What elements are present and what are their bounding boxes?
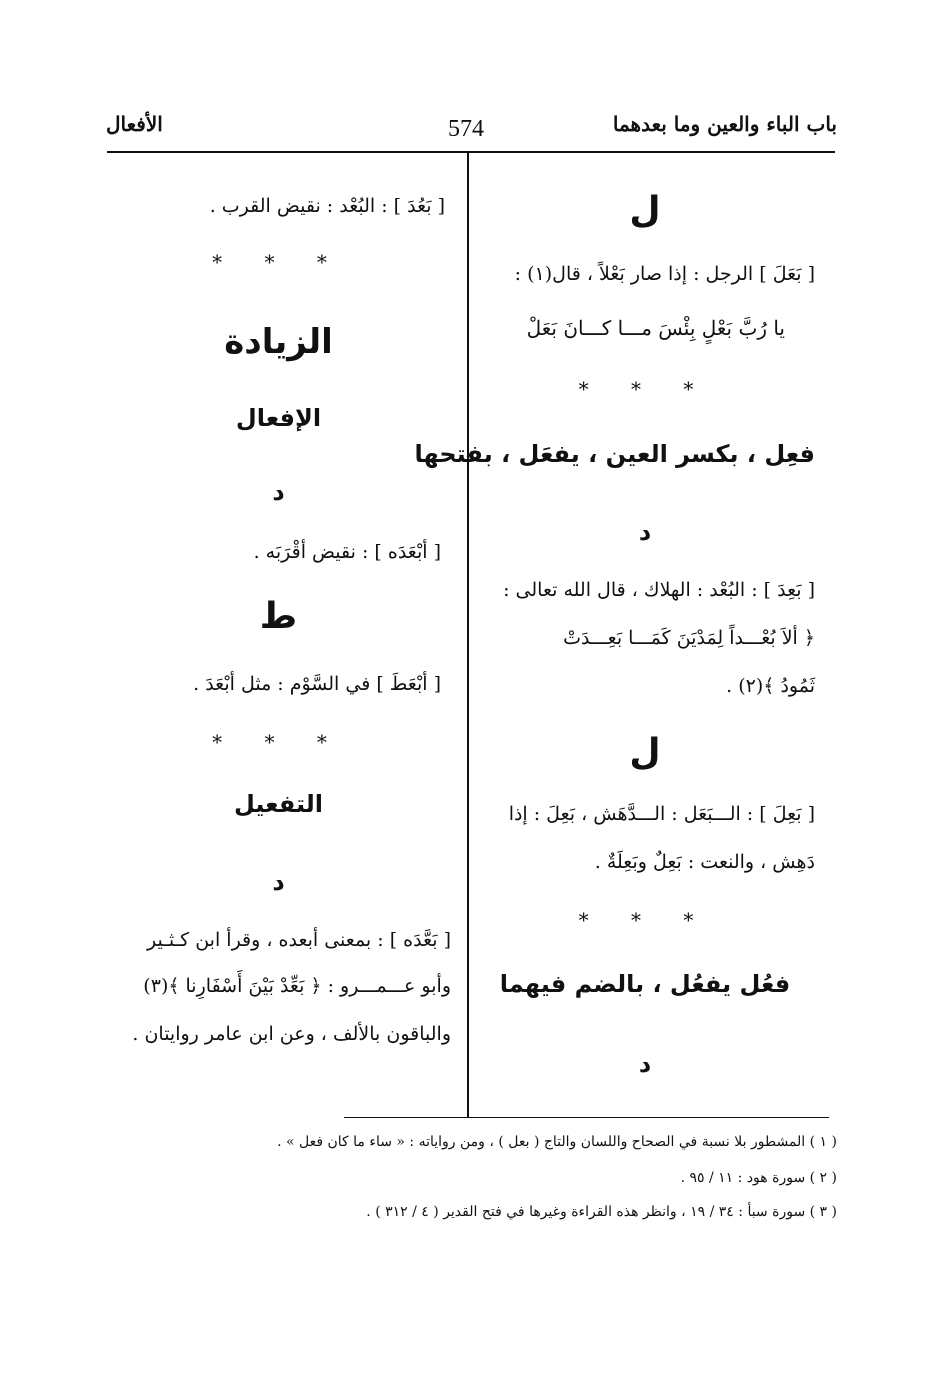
entry-text: [ بَعَّدَه ] : بمعنى أبعده ، وقرأ ابن كـثـير — [147, 929, 451, 951]
entry-text: [ بَعِلَ ] : الـــبَعَل : الـــدَّهَش ، بَعِلَ : إذا — [508, 803, 815, 825]
footnote: ( ١ ) المشطور بلا نسبة في الصحاح واللسان والتاج ( بعل ) ، ومن رواياته : « ساء ما كان فعل » . — [277, 1134, 837, 1150]
section-heading: الزيادة — [224, 322, 333, 362]
entry-text: ثَمُودُ ﴾(٢) . — [726, 675, 815, 697]
header-rule — [107, 151, 835, 153]
footnote-rule — [344, 1117, 829, 1118]
letter-heading: ل — [629, 732, 661, 773]
section-separator: * * * — [212, 730, 345, 754]
entry-text: وأبو عـــمـــرو : ﴿ بَعِّدْ بَيْنَ أَسْفَارِنا ﴾(٣) — [143, 975, 451, 997]
section-heading: فعُل يفعُل ، بالضم فيهما — [499, 970, 791, 998]
column-divider — [467, 153, 469, 1118]
entry-text: [ بَعُدَ ] : البُعْد : نقيض القرب . — [209, 195, 445, 217]
letter-heading: د — [272, 868, 285, 896]
letter-heading: ط — [259, 596, 298, 637]
footnote: ( ٢ ) سورة هود : ١١ / ٩٥ . — [680, 1170, 837, 1186]
entry-text: [ أبْعَطَ ] في السَّوْم : مثل أبْعَدَ . — [193, 673, 441, 695]
footnote: ( ٣ ) سورة سبأ : ٣٤ / ١٩ ، وانظر هذه القراءة وغيرها في فتح القدير ( ٤ / ٣١٢ ) . — [366, 1204, 837, 1220]
entry-text: [ بَعِدَ ] : البُعْد : الهلاك ، قال الله تعالى : — [503, 579, 815, 601]
section-separator: * * * — [578, 908, 712, 932]
running-header-section: الأفعال — [106, 112, 163, 136]
letter-heading: د — [638, 1050, 652, 1078]
verse-line: يا رُبَّ بَعْلٍ بِئْسَ مـــا كـــانَ بَعَلْ — [526, 316, 785, 340]
section-heading: فعِل ، بكسر العين ، يفعَل ، بفتحها — [414, 440, 815, 468]
letter-heading: د — [272, 478, 285, 506]
entry-text: [ أبْعَدَه ] : نقيض أقْرَبَه . — [253, 541, 441, 563]
letter-heading: ل — [629, 190, 661, 231]
entry-text: والباقون بالألف ، وعن ابن عامر روايتان . — [132, 1023, 451, 1045]
section-separator: * * * — [212, 250, 345, 274]
letter-heading: د — [638, 518, 652, 546]
entry-text: ﴿ ألاَ بُعْـــداً لِمَدْيَنَ كَمَـــا بَعِـــدَتْ — [563, 627, 815, 649]
entry-text: دَهِش ، والنعت : بَعِلٌ وبَعِلَةٌ . — [594, 851, 815, 873]
section-heading: التفعيل — [233, 790, 324, 818]
page-number: 574 — [448, 116, 484, 142]
entry-text: [ بَعَلَ ] الرجل : إذا صار بَعْلاً ، قال(١) : — [514, 263, 815, 285]
section-separator: * * * — [578, 377, 712, 401]
section-heading: الإفعال — [235, 404, 322, 432]
running-header-chapter: باب الباء والعين وما بعدهما — [612, 112, 837, 136]
